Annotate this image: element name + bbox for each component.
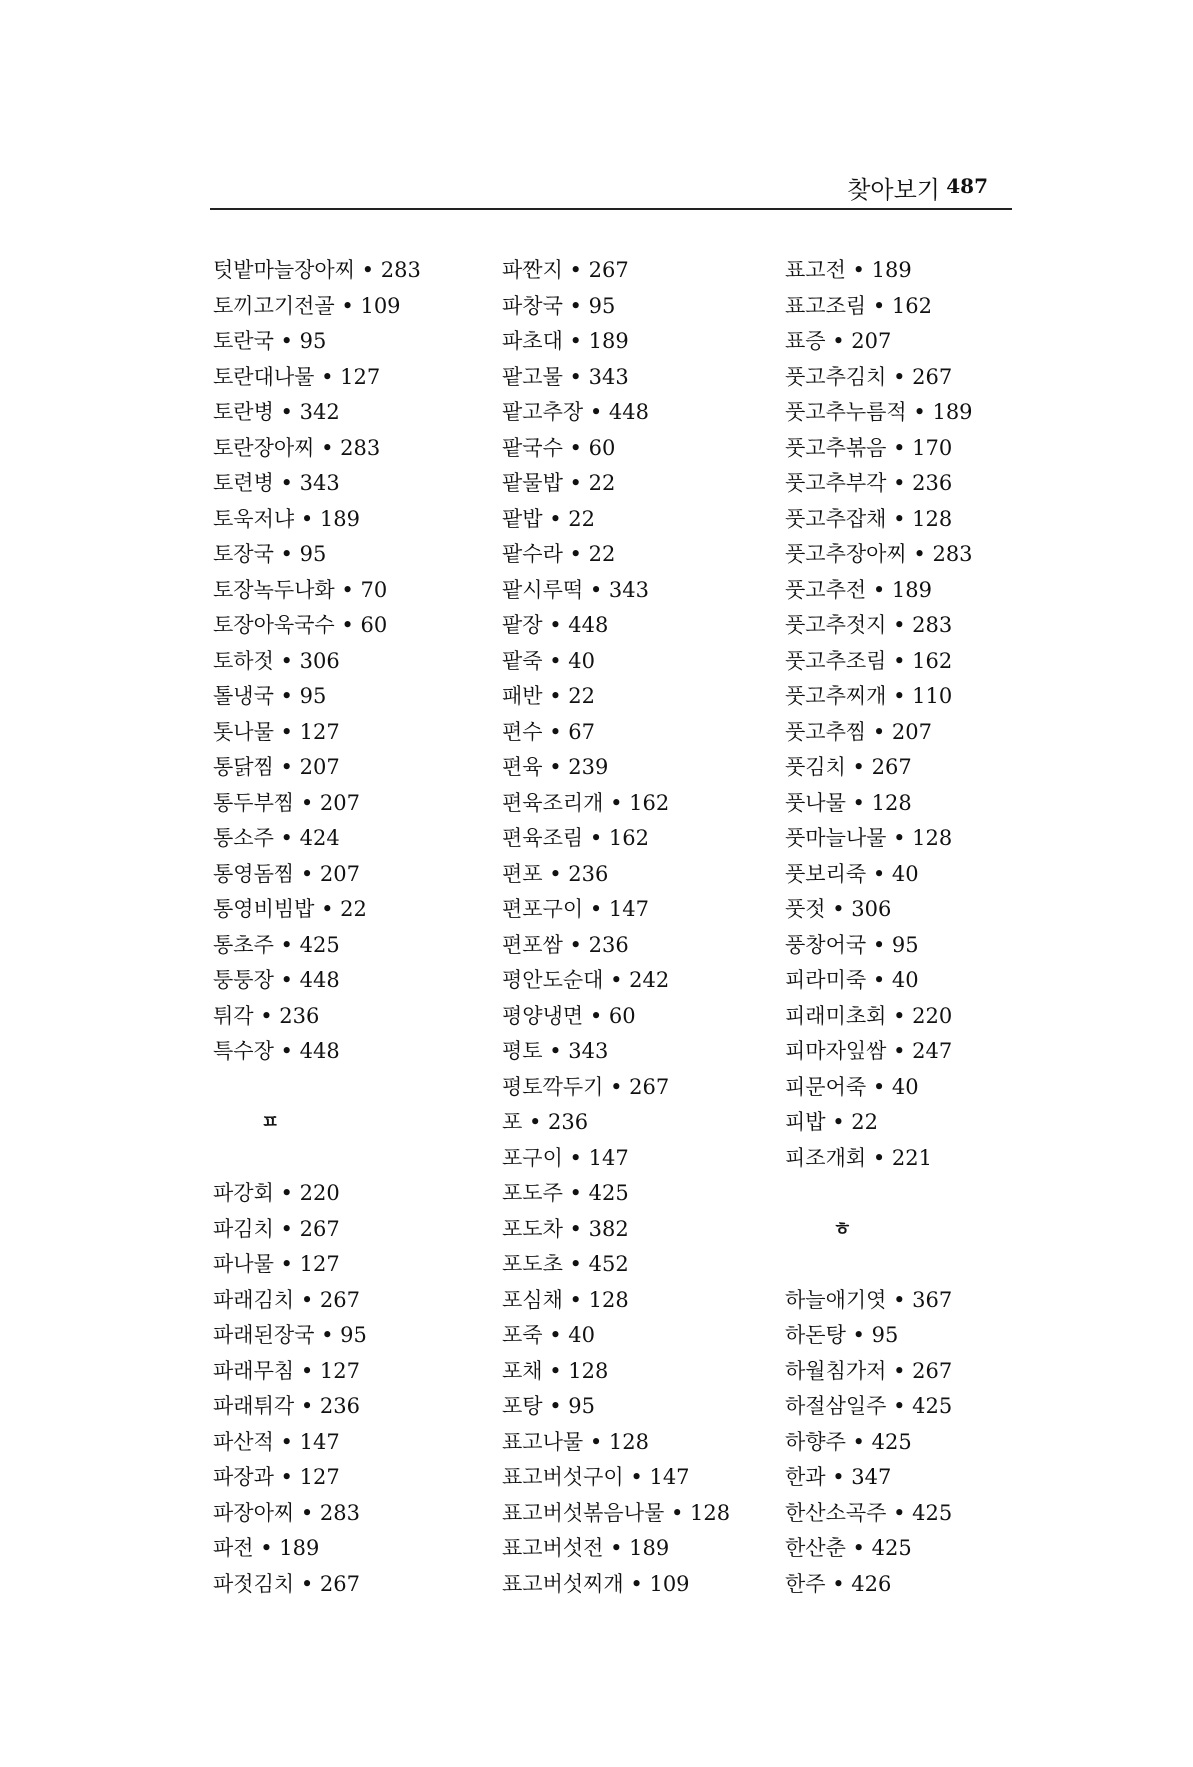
index-entry: 하절삼일주 • 425	[785, 1394, 953, 1418]
index-entry: 편수 • 67	[502, 719, 596, 744]
index-entry: 풋마늘나물 • 128	[785, 826, 953, 850]
index-entry: 튀각 • 236	[213, 1003, 320, 1028]
index-entry: 풋나물 • 128	[785, 790, 912, 815]
index-entry: 토란대나물 • 127	[213, 364, 381, 389]
index-entry: 파젓김치 • 267	[213, 1571, 360, 1596]
index-entry: 포도초 • 452	[502, 1252, 629, 1276]
index-entry: 토장아욱국수 • 60	[213, 613, 388, 637]
page-number: 487	[946, 174, 988, 198]
index-entry: 파산적 • 147	[213, 1429, 340, 1454]
index-entry: 파초대 • 189	[502, 329, 629, 353]
index-entry: 한주 • 426	[785, 1571, 892, 1596]
index-entry: 풋김치 • 267	[785, 755, 912, 779]
index-entry: 피라미죽 • 40	[785, 968, 919, 992]
index-entry: 파짠지 • 267	[502, 258, 629, 282]
index-entry: 특수장 • 448	[213, 1039, 340, 1063]
spacer	[785, 1247, 1075, 1283]
index-entry: 팥고추장 • 448	[502, 400, 649, 424]
index-entry: 풋고추찜 • 207	[785, 719, 932, 744]
section-letter: ㅎ	[833, 1217, 852, 1240]
index-entry: 표고조림 • 162	[785, 293, 932, 318]
index-entry: 편포 • 236	[502, 861, 609, 886]
index-entry: 파래김치 • 267	[213, 1287, 360, 1312]
index-entry: 풋젓 • 306	[785, 897, 892, 921]
index-entry: 파장아찌 • 283	[213, 1500, 360, 1525]
index-entry: 피문어죽 • 40	[785, 1074, 919, 1099]
index-entry: 피래미초회 • 220	[785, 1003, 953, 1028]
index-entry: 토하젓 • 306	[213, 648, 340, 673]
spacer	[785, 1176, 1075, 1212]
running-title: 찾아보기	[847, 176, 940, 204]
index-entry: 하돈탕 • 95	[785, 1323, 899, 1347]
index-entry: 평양냉면 • 60	[502, 1003, 636, 1028]
spacer	[213, 1070, 503, 1106]
index-entry: 편육조리개 • 162	[502, 790, 670, 815]
index-entry: 파강회 • 220	[213, 1181, 340, 1205]
index-entry: 풋고추찌개 • 110	[785, 684, 953, 708]
index-entry: 포탕 • 95	[502, 1394, 596, 1418]
index-entry: 토장국 • 95	[213, 542, 327, 566]
index-entry: 한산춘 • 425	[785, 1536, 912, 1560]
index-entry: 피조개회 • 221	[785, 1145, 932, 1170]
index-entry: 포 • 236	[502, 1110, 589, 1134]
page-header	[210, 160, 1012, 210]
index-entry: 토란장아찌 • 283	[213, 435, 381, 460]
index-entry: 포도주 • 425	[502, 1181, 629, 1205]
index-entry: 한산소곡주 • 425	[785, 1500, 953, 1525]
index-entry: 토욱저냐 • 189	[213, 506, 360, 531]
index-entry: 포심채 • 128	[502, 1287, 629, 1312]
section-letter: ㅍ	[261, 1111, 280, 1133]
index-entry: 풋보리죽 • 40	[785, 861, 919, 886]
index-entry: 표고버섯구이 • 147	[502, 1465, 690, 1489]
index-entry: 파래튀각 • 236	[213, 1394, 360, 1418]
index-entry: 풋고추누름적 • 189	[785, 400, 973, 424]
index-entry: 평토깍두기 • 267	[502, 1074, 670, 1099]
index-entry: 텃밭마늘장아찌 • 283	[213, 258, 421, 282]
index-entry: 토끼고기전골 • 109	[213, 293, 401, 318]
index-entry: 파래된장국 • 95	[213, 1323, 367, 1347]
index-entry: 파나물 • 127	[213, 1252, 340, 1276]
index-entry: 편육조림 • 162	[502, 826, 649, 850]
index-entry: 포채 • 128	[502, 1358, 609, 1383]
index-entry: 팥죽 • 40	[502, 648, 596, 673]
index-entry: 편육 • 239	[502, 755, 609, 779]
index-entry: 파래무침 • 127	[213, 1358, 360, 1383]
index-entry: 팥장 • 448	[502, 613, 609, 637]
index-entry: 토란병 • 342	[213, 400, 340, 424]
index-entry: 피밥 • 22	[785, 1110, 879, 1134]
index-entry: 팥고물 • 343	[502, 364, 629, 389]
index-entry: 풋고추부각 • 236	[785, 471, 953, 495]
index-column-3	[785, 253, 1075, 1602]
index-entry: 통영비빔밥 • 22	[213, 897, 367, 921]
index-entry: 팥밥 • 22	[502, 506, 596, 531]
index-entry: 토련병 • 343	[213, 471, 340, 495]
index-entry: 패반 • 22	[502, 684, 596, 708]
index-entry: 표고전 • 189	[785, 258, 912, 282]
index-entry: 토란국 • 95	[213, 329, 327, 353]
index-entry: 팥물밥 • 22	[502, 471, 616, 495]
spacer	[213, 1141, 503, 1177]
index-entry: 풋고추볶음 • 170	[785, 435, 953, 460]
index-entry: 통닭찜 • 207	[213, 755, 340, 779]
index-entry: 포구이 • 147	[502, 1145, 629, 1170]
index-entry: 파장과 • 127	[213, 1465, 340, 1489]
index-entry: 풋고추조림 • 162	[785, 648, 953, 673]
index-entry: 통두부찜 • 207	[213, 790, 360, 815]
index-entry: 통영돔찜 • 207	[213, 861, 360, 886]
index-entry: 하향주 • 425	[785, 1429, 912, 1454]
index-entry: 포죽 • 40	[502, 1323, 596, 1347]
index-entry: 퉁퉁장 • 448	[213, 968, 340, 992]
index-entry: 파창국 • 95	[502, 293, 616, 318]
index-entry: 하월침가저 • 267	[785, 1358, 953, 1383]
index-entry: 토장녹두나화 • 70	[213, 577, 388, 602]
index-entry: 팥국수 • 60	[502, 435, 616, 460]
index-entry: 편포쌈 • 236	[502, 932, 629, 957]
index-entry: 표증 • 207	[785, 329, 892, 353]
index-entry: 톳나물 • 127	[213, 719, 340, 744]
index-entry: 하늘애기엿 • 367	[785, 1287, 953, 1312]
index-entry: 편포구이 • 147	[502, 897, 649, 921]
index-entry: 풋고추잡채 • 128	[785, 506, 953, 531]
index-entry: 포도차 • 382	[502, 1216, 629, 1241]
index-entry: 피마자잎쌈 • 247	[785, 1039, 953, 1063]
index-entry: 팥수라 • 22	[502, 542, 616, 566]
index-entry: 풋고추김치 • 267	[785, 364, 953, 389]
index-entry: 톨냉국 • 95	[213, 684, 327, 708]
index-entry: 풋고추장아찌 • 283	[785, 542, 973, 566]
index-entry: 표고버섯전 • 189	[502, 1536, 670, 1560]
index-entry: 표고버섯볶음나물 • 128	[502, 1500, 731, 1525]
index-entry: 표고나물 • 128	[502, 1429, 649, 1454]
index-entry: 한과 • 347	[785, 1465, 892, 1489]
index-column-2	[502, 253, 792, 1602]
index-entry: 파전 • 189	[213, 1536, 320, 1560]
index-entry: 풋고추전 • 189	[785, 577, 932, 602]
index-entry: 풍창어국 • 95	[785, 932, 919, 957]
index-column-1	[213, 253, 503, 1602]
index-entry: 통초주 • 425	[213, 932, 340, 957]
index-entry: 팥시루떡 • 343	[502, 577, 649, 602]
index-entry: 풋고추젓지 • 283	[785, 613, 953, 637]
index-entry: 파김치 • 267	[213, 1216, 340, 1241]
index-entry: 평안도순대 • 242	[502, 968, 670, 992]
index-entry: 평토 • 343	[502, 1039, 609, 1063]
index-entry: 표고버섯찌개 • 109	[502, 1571, 690, 1596]
index-entry: 통소주 • 424	[213, 826, 340, 850]
